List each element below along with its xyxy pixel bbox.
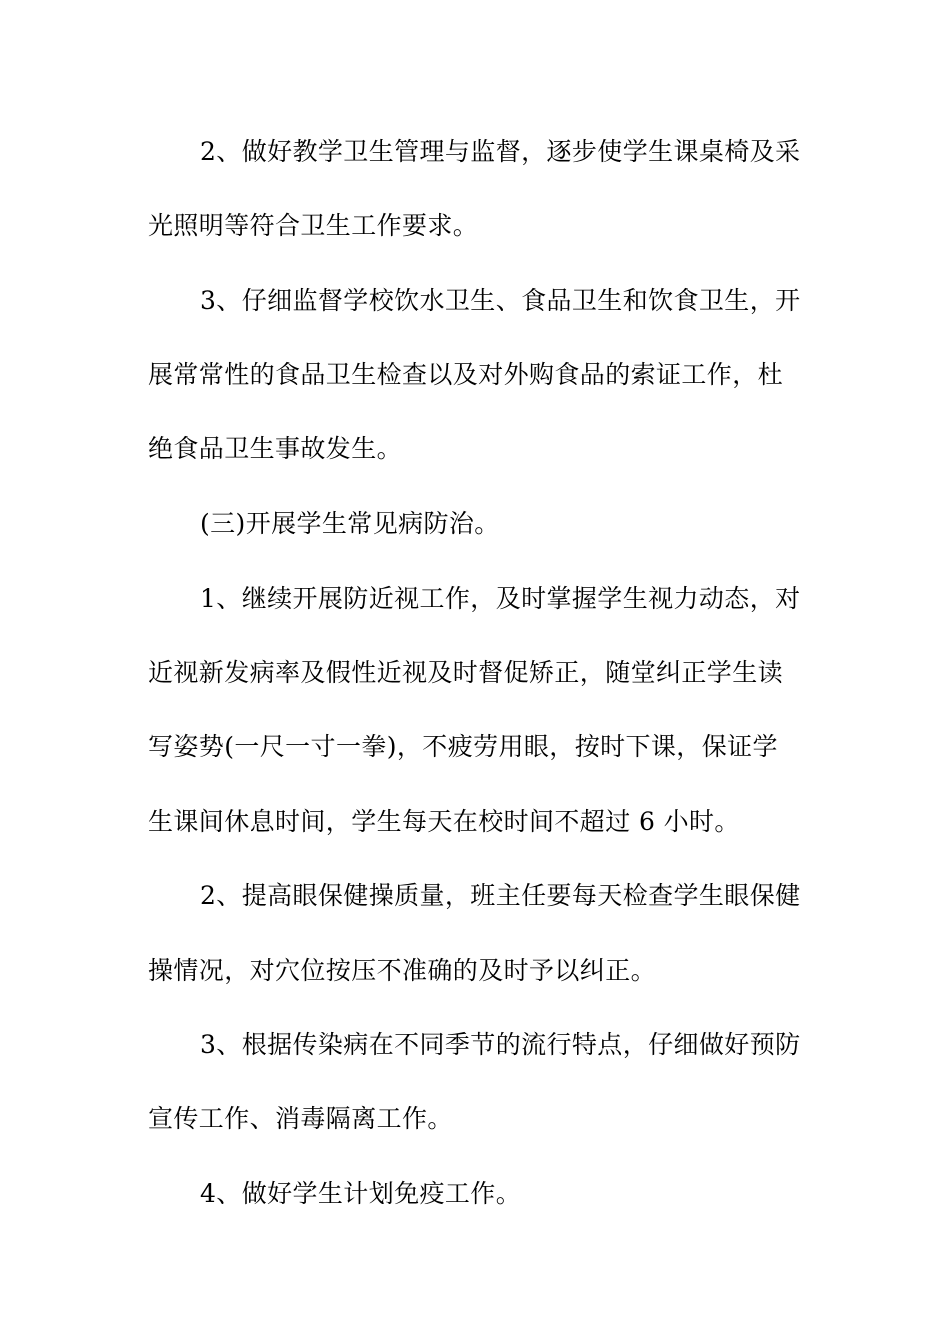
paragraph-line: 宣传工作、消毒隔离工作。 [148, 1104, 453, 1133]
paragraph-line: 写姿势(一尺一寸一拳)，不疲劳用眼，按时下课，保证学 [148, 732, 778, 761]
paragraph-line: 生课间休息时间，学生每天在校时间不超过 6 小时。 [148, 807, 740, 836]
paragraph-line: 1、继续开展防近视工作，及时掌握学生视力动态，对 [200, 584, 801, 613]
paragraph-line: 绝食品卫生事故发生。 [148, 434, 403, 463]
paragraph-line: 操情况，对穴位按压不准确的及时予以纠正。 [148, 956, 657, 985]
paragraph-line: 4、做好学生计划免疫工作。 [200, 1179, 522, 1208]
paragraph-line: 2、提高眼保健操质量，班主任要每天检查学生眼保健 [200, 881, 801, 910]
paragraph-line: 2、做好教学卫生管理与监督，逐步使学生课桌椅及采 [200, 137, 801, 166]
paragraph-line: 近视新发病率及假性近视及时督促矫正，随堂纠正学生读 [148, 658, 784, 687]
paragraph-line: 展常常性的食品卫生检查以及对外购食品的索证工作，杜 [148, 360, 784, 389]
section-heading: (三)开展学生常见病防治。 [200, 509, 500, 538]
paragraph-line: 3、仔细监督学校饮水卫生、食品卫生和饮食卫生，开 [200, 286, 801, 315]
paragraph-line: 光照明等符合卫生工作要求。 [148, 211, 479, 240]
paragraph-line: 3、根据传染病在不同季节的流行特点，仔细做好预防 [200, 1030, 801, 1059]
